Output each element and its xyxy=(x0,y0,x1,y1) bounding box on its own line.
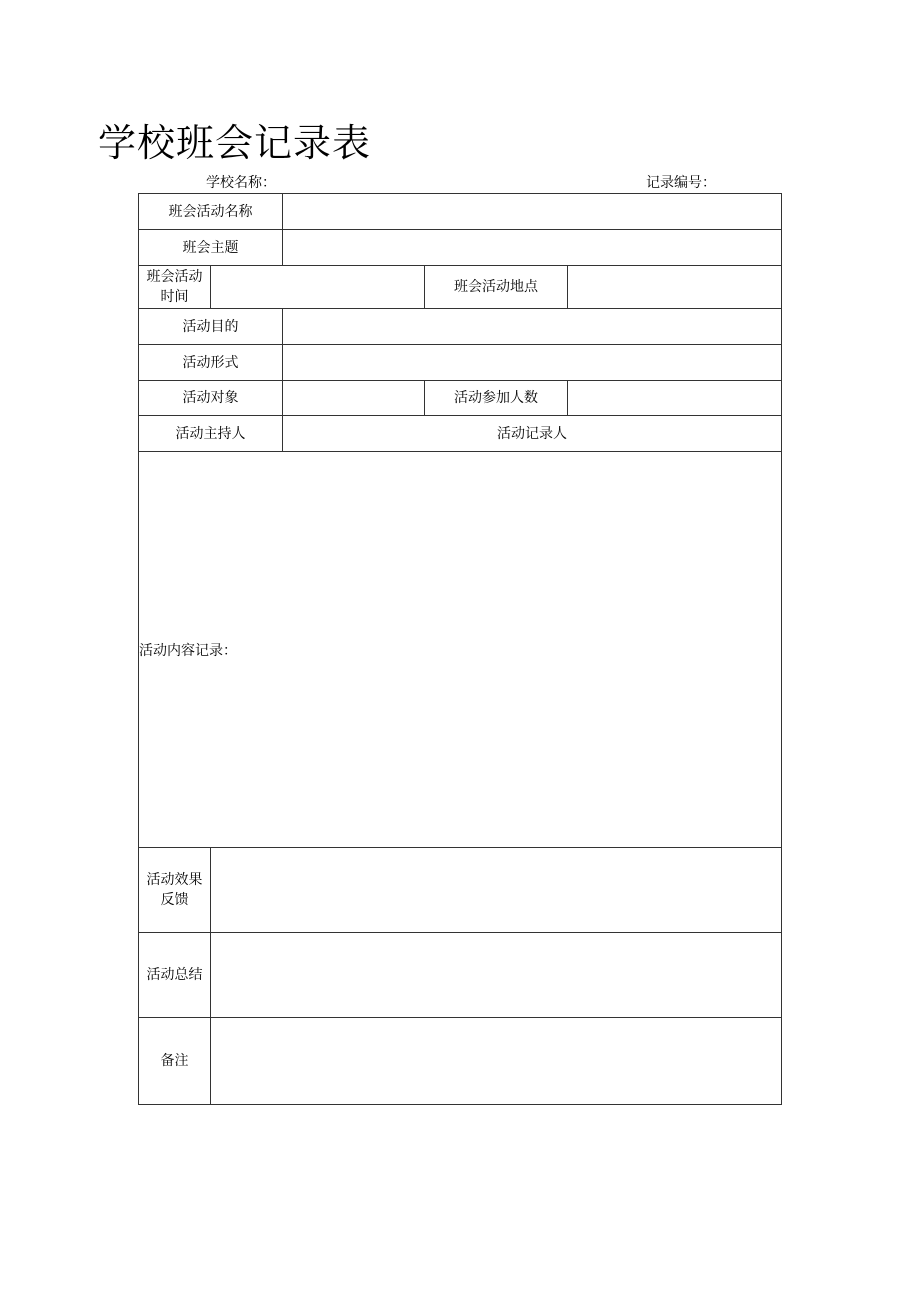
location-field[interactable] xyxy=(568,266,782,309)
host-label: 活动主持人 xyxy=(139,416,283,452)
remarks-field[interactable] xyxy=(211,1018,782,1105)
page-title: 学校班会记录表 xyxy=(98,121,372,165)
content-label: 活动内容记录： xyxy=(139,642,237,659)
row-time-location xyxy=(139,266,782,309)
summary-label: 活动总结 xyxy=(139,933,211,1018)
activity-name-label: 班会活动名称 xyxy=(139,194,283,230)
row-format xyxy=(139,345,782,381)
row-summary xyxy=(139,933,782,1018)
location-label: 班会活动地点 xyxy=(425,266,568,309)
time-label xyxy=(139,266,211,309)
row-remarks xyxy=(139,1018,782,1105)
purpose-label: 活动目的 xyxy=(139,309,283,345)
row-target-participants xyxy=(139,381,782,416)
purpose-field[interactable] xyxy=(283,309,782,345)
row-content xyxy=(139,452,782,848)
feedback-label-line2: 反馈 xyxy=(160,892,189,908)
target-label: 活动对象 xyxy=(139,381,283,416)
activity-name-field[interactable] xyxy=(283,194,782,230)
feedback-label-line1: 活动效果 xyxy=(146,872,203,888)
target-field[interactable] xyxy=(283,381,425,416)
content-area[interactable] xyxy=(139,452,782,848)
time-label-line2: 时间 xyxy=(160,289,189,305)
participants-label: 活动参加人数 xyxy=(425,381,568,416)
row-host-recorder xyxy=(139,416,782,452)
feedback-field[interactable] xyxy=(211,848,782,933)
format-label: 活动形式 xyxy=(139,345,283,381)
time-field[interactable] xyxy=(211,266,425,309)
record-number-label: 记录编号： xyxy=(646,175,716,191)
participants-field[interactable] xyxy=(568,381,782,416)
row-purpose xyxy=(139,309,782,345)
row-activity-name xyxy=(139,194,782,230)
row-theme xyxy=(139,230,782,266)
row-feedback xyxy=(139,848,782,933)
feedback-label xyxy=(139,848,211,933)
remarks-label: 备注 xyxy=(139,1018,211,1105)
time-label-line1: 班会活动 xyxy=(146,269,203,285)
theme-field[interactable] xyxy=(283,230,782,266)
format-field[interactable] xyxy=(283,345,782,381)
record-form-table xyxy=(138,193,782,1105)
recorder-label: 活动记录人 xyxy=(283,416,782,452)
theme-label: 班会主题 xyxy=(139,230,283,266)
summary-field[interactable] xyxy=(211,933,782,1018)
school-name-label: 学校名称： xyxy=(206,175,276,191)
